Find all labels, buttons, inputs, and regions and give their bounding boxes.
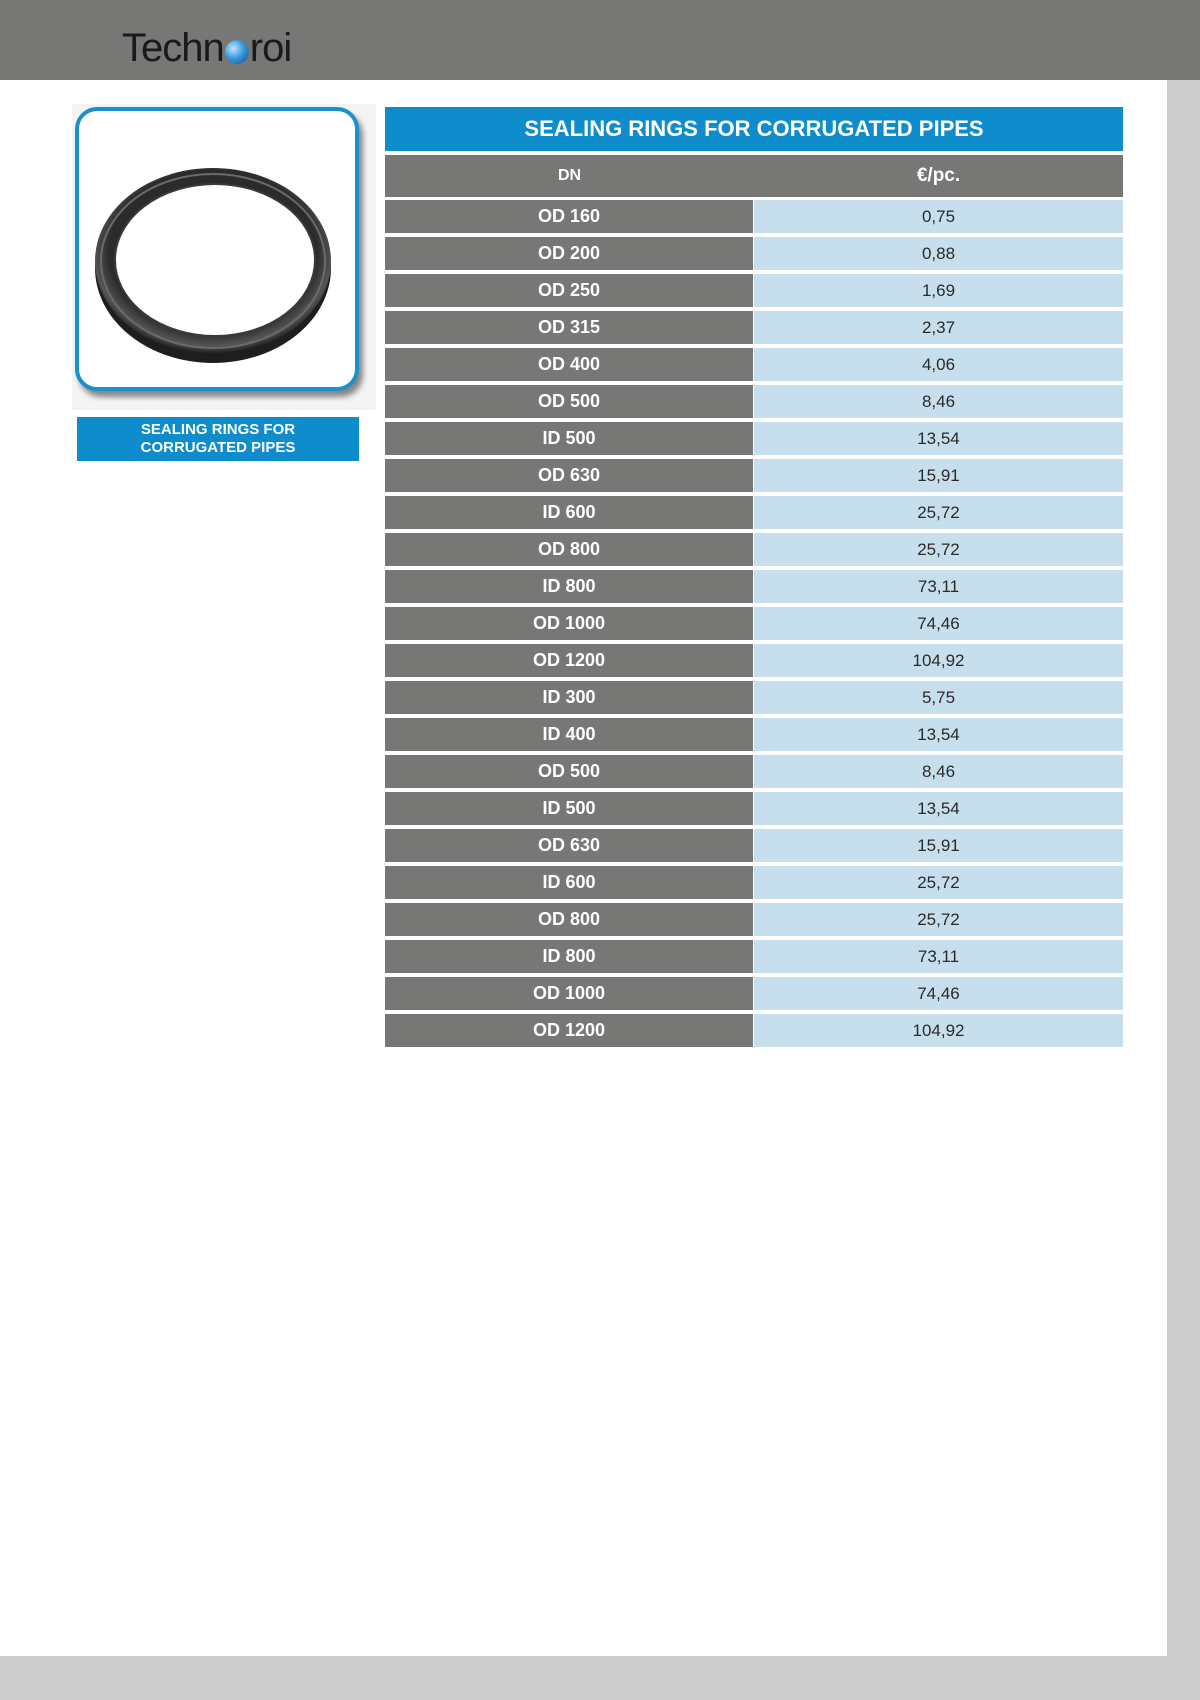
table-row bbox=[385, 718, 1123, 751]
price-cell: 1,69 bbox=[754, 274, 1123, 307]
dn-cell: ID 500 bbox=[385, 792, 753, 825]
dn-cell: OD 1000 bbox=[385, 977, 753, 1010]
price-table-body bbox=[385, 200, 1123, 1051]
dn-cell: ID 400 bbox=[385, 718, 753, 751]
dn-cell: OD 500 bbox=[385, 385, 753, 418]
table-row bbox=[385, 496, 1123, 529]
caption-line-1: SEALING RINGS FOR bbox=[140, 421, 296, 438]
table-row bbox=[385, 348, 1123, 381]
dn-cell: OD 1200 bbox=[385, 644, 753, 677]
caption-line-2: CORRUGATED PIPES bbox=[140, 439, 296, 456]
table-row bbox=[385, 755, 1123, 788]
price-cell: 13,54 bbox=[754, 718, 1123, 751]
dn-cell: OD 500 bbox=[385, 755, 753, 788]
table-row bbox=[385, 607, 1123, 640]
price-cell: 4,06 bbox=[754, 348, 1123, 381]
table-row bbox=[385, 977, 1123, 1010]
price-cell: 104,92 bbox=[754, 644, 1123, 677]
table-row bbox=[385, 644, 1123, 677]
dn-cell: OD 315 bbox=[385, 311, 753, 344]
table-row bbox=[385, 385, 1123, 418]
table-row bbox=[385, 903, 1123, 936]
dn-cell: OD 630 bbox=[385, 459, 753, 492]
table-row bbox=[385, 459, 1123, 492]
price-cell: 0,88 bbox=[754, 237, 1123, 270]
right-margin-bar bbox=[1167, 80, 1200, 1700]
table-row bbox=[385, 829, 1123, 862]
price-cell: 13,54 bbox=[754, 422, 1123, 455]
table-row bbox=[385, 940, 1123, 973]
price-cell: 25,72 bbox=[754, 866, 1123, 899]
price-cell: 5,75 bbox=[754, 681, 1123, 714]
globe-icon bbox=[225, 40, 249, 64]
technoroi-logo bbox=[122, 24, 291, 72]
dn-cell: OD 250 bbox=[385, 274, 753, 307]
bottom-margin-bar bbox=[0, 1656, 1200, 1700]
table-row bbox=[385, 1014, 1123, 1047]
price-cell: 25,72 bbox=[754, 903, 1123, 936]
page-header bbox=[0, 0, 1200, 80]
table-row bbox=[385, 570, 1123, 603]
table-row bbox=[385, 311, 1123, 344]
price-cell: 8,46 bbox=[754, 755, 1123, 788]
dn-cell: OD 1000 bbox=[385, 607, 753, 640]
price-cell: 25,72 bbox=[754, 496, 1123, 529]
dn-cell: OD 400 bbox=[385, 348, 753, 381]
dn-cell: ID 600 bbox=[385, 496, 753, 529]
price-cell: 73,11 bbox=[754, 570, 1123, 603]
price-cell: 13,54 bbox=[754, 792, 1123, 825]
product-photo-frame bbox=[75, 107, 359, 391]
table-row bbox=[385, 200, 1123, 233]
table-row bbox=[385, 792, 1123, 825]
product-caption bbox=[77, 417, 359, 461]
dn-cell: OD 800 bbox=[385, 533, 753, 566]
price-cell: 25,72 bbox=[754, 533, 1123, 566]
dn-cell: ID 800 bbox=[385, 570, 753, 603]
price-cell: 0,75 bbox=[754, 200, 1123, 233]
logo-text-end: roi bbox=[249, 25, 292, 70]
price-cell: 8,46 bbox=[754, 385, 1123, 418]
dn-cell: ID 800 bbox=[385, 940, 753, 973]
logo-text-start: Techn bbox=[122, 25, 224, 70]
dn-cell: OD 200 bbox=[385, 237, 753, 270]
dn-cell: ID 300 bbox=[385, 681, 753, 714]
price-cell: 74,46 bbox=[754, 977, 1123, 1010]
table-row bbox=[385, 237, 1123, 270]
price-cell: 73,11 bbox=[754, 940, 1123, 973]
table-row bbox=[385, 422, 1123, 455]
column-header-price: €/pc. bbox=[916, 165, 961, 186]
price-cell: 104,92 bbox=[754, 1014, 1123, 1047]
product-photo-panel bbox=[72, 104, 376, 410]
sealing-ring-image bbox=[79, 111, 355, 387]
dn-cell: ID 600 bbox=[385, 866, 753, 899]
price-cell: 74,46 bbox=[754, 607, 1123, 640]
dn-cell: OD 160 bbox=[385, 200, 753, 233]
price-cell: 15,91 bbox=[754, 829, 1123, 862]
dn-cell: ID 500 bbox=[385, 422, 753, 455]
price-cell: 2,37 bbox=[754, 311, 1123, 344]
column-header-dn: DN bbox=[557, 167, 582, 184]
table-row bbox=[385, 533, 1123, 566]
price-table-header bbox=[385, 155, 1123, 197]
dn-cell: OD 630 bbox=[385, 829, 753, 862]
dn-cell: OD 800 bbox=[385, 903, 753, 936]
table-row bbox=[385, 681, 1123, 714]
table-row bbox=[385, 866, 1123, 899]
table-row bbox=[385, 274, 1123, 307]
price-table-title: SEALING RINGS FOR CORRUGATED PIPES bbox=[385, 107, 1123, 151]
price-cell: 15,91 bbox=[754, 459, 1123, 492]
dn-cell: OD 1200 bbox=[385, 1014, 753, 1047]
